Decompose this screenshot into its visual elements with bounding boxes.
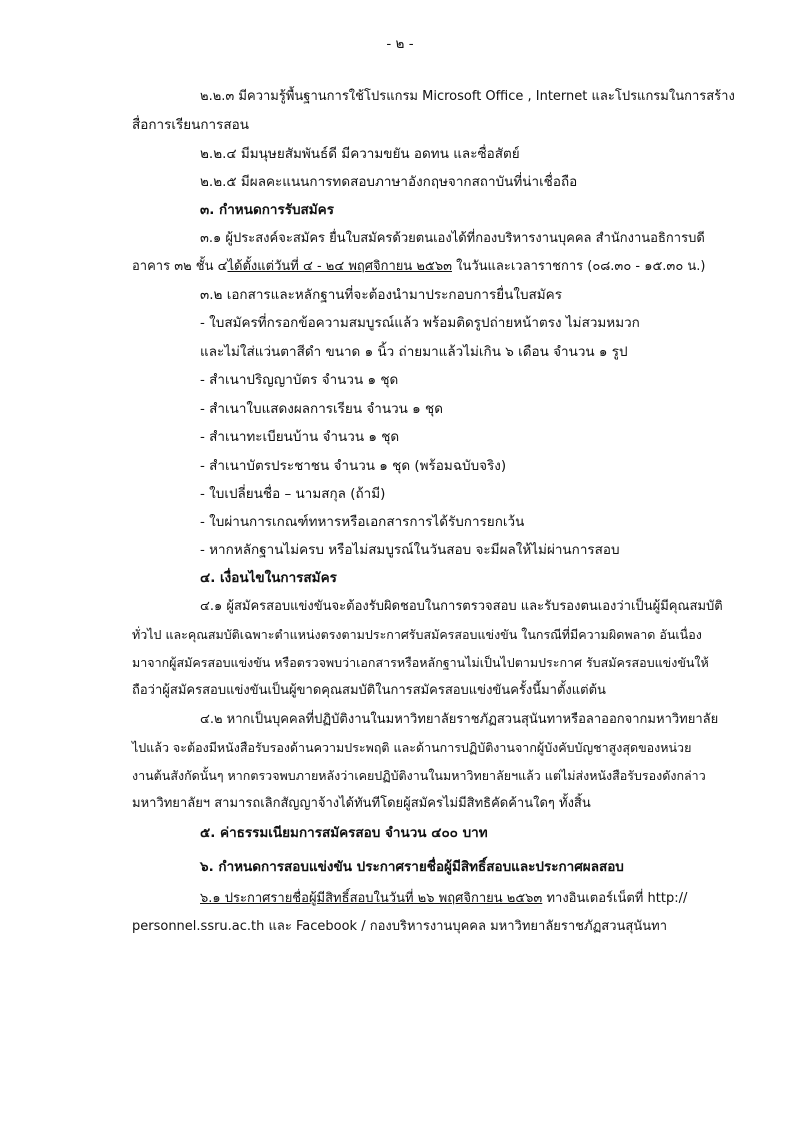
exam-list-date: ๖.๑ ประกาศรายชื่อผู้มีสิทธิ์สอบในวันที่ ๒๖ พฤศจิกายน ๒๕๖๓ (200, 891, 543, 906)
section-4-heading: ๔. เงื่อนไขในการสมัคร (200, 570, 337, 586)
section-5-heading: ๕. ค่าธรรมเนียมการสมัครสอบ จำนวน ๔๐๐ บาท (200, 825, 488, 841)
item-3-2: ๓.๒ เอกสารและหลักฐานที่จะต้องนำมาประกอบการยื่นใบสมัคร (200, 287, 562, 303)
item-4-1: ๔.๑ ผู้สมัครสอบแข่งขันจะต้องรับผิดชอบในการตรวจสอบ และรับรองตนเองว่าเป็นผู้มีคุณสมบัติ (200, 599, 723, 614)
item-4-1-line2: ทั่วไป และคุณสมบัติเฉพาะตำแหน่งตรงตามประกาศรับสมัครสอบแข่งขัน ในกรณีที่มีความผิดพลาด อันเนื่อง (132, 627, 702, 642)
item-4-2-line3: งานต้นสังกัดนั้นๆ หากตรวจพบภายหลังว่าเคยปฏิบัติงานในมหาวิทยาลัยฯแล้ว แต่ไม่ส่งหนังสือรับรองดังกล่าว (132, 768, 706, 783)
item-4-2-line4: มหาวิทยาลัยฯ สามารถเลิกสัญญาจ้างได้ทันทีโดยผู้สมัครไม่มีสิทธิคัดค้านใดๆ ทั้งสิ้น (132, 796, 591, 811)
item-4-2-line2: ไปแล้ว จะต้องมีหนังสือรับรองด้านความประพฤติ และด้านการปฏิบัติงานจากผู้บังคับบัญชาสูงสุดของหน่วย (132, 740, 692, 755)
doc-item-1-cont: และไม่ใส่แว่นตาสีดำ ขนาด ๑ นิ้ว ถ่ายมาแล้วไม่เกิน ๖ เดือน จำนวน ๑ รูป (200, 344, 628, 360)
section-6-heading: ๖. กำหนดการสอบแข่งขัน ประกาศรายชื่อผู้มีสิทธิ์สอบและประกาศผลสอบ (200, 859, 624, 875)
section-3-heading: ๓. กำหนดการรับสมัคร (200, 202, 334, 218)
item-2-2-5: ๒.๒.๕ มีผลคะแนนการทดสอบภาษาอังกฤษจากสถาบันที่น่าเชื่อถือ (200, 174, 578, 190)
item-6-1 (200, 890, 687, 908)
item-6-1-cont: personnel.ssru.ac.th และ Facebook / กองบริหารงานบุคคล มหาวิทยาลัยราชภัฏสวนสุนันทา (132, 919, 668, 934)
item-3-1-cont (132, 258, 705, 276)
item-2-2-3-cont: สื่อการเรียนการสอน (132, 117, 249, 133)
doc-item-5: - สำเนาบัตรประชาชน จำนวน ๑ ชุด (พร้อมฉบับจริง) (200, 458, 507, 474)
item-4-2: ๔.๒ หากเป็นบุคคลที่ปฏิบัติงานในมหาวิทยาลัยราชภัฏสวนสุนันทาหรือลาออกจากมหาวิทยาลัย (200, 712, 719, 727)
item-2-2-3: ๒.๒.๓ มีความรู้พื้นฐานการใช้โปรแกรม Microsoft Office , Internet และโปรแกรมในการสร้าง (200, 89, 735, 104)
item-2-2-4: ๒.๒.๔ มีมนุษยสัมพันธ์ดี มีความขยัน อดทน และซื่อสัตย์ (200, 146, 520, 162)
item-4-1-line3: มาจากผู้สมัครสอบแข่งขัน หรือตรวจพบว่าเอกสารหรือหลักฐานไม่เป็นไปตามประกาศ รับสมัครสอบแข่งขันให้ (132, 655, 709, 670)
doc-item-8: - หากหลักฐานไม่ครบ หรือไม่สมบูรณ์ในวันสอบ จะมีผลให้ไม่ผ่านการสอบ (200, 542, 620, 558)
item-4-1-line4: ถือว่าผู้สมัครสอบแข่งขันเป็นผู้ขาดคุณสมบัติในการสมัครสอบแข่งขันครั้งนี้มาตั้งแต่ต้น (132, 683, 606, 698)
website-prefix: ทางอินเตอร์เน็ตที่ http:// (542, 891, 688, 906)
building-text: อาคาร ๓๒ ชั้น ๔ (132, 259, 228, 274)
doc-item-7: - ใบผ่านการเกณฑ์ทหารหรือเอกสารการได้รับการยกเว้น (200, 514, 525, 530)
office-hours: ในวันและเวลาราชการ (๐๘.๓๐ - ๑๕.๓๐ น.) (451, 259, 706, 274)
doc-item-6: - ใบเปลี่ยนชื่อ – นามสกุล (ถ้ามี) (200, 486, 386, 502)
application-dates: ได้ตั้งแต่วันที่ ๔ - ๒๔ พฤศจิกายน ๒๕๖๓ (227, 259, 452, 274)
doc-item-1: - ใบสมัครที่กรอกข้อความสมบูรณ์แล้ว พร้อมติดรูปถ่ายหน้าตรง ไม่สวมหมวก (200, 315, 640, 331)
doc-item-3: - สำเนาใบแสดงผลการเรียน จำนวน ๑ ชุด (200, 401, 443, 417)
doc-item-2: - สำเนาปริญญาบัตร จำนวน ๑ ชุด (200, 372, 399, 388)
page-number: - ๒ - (386, 36, 414, 52)
item-3-1: ๓.๑ ผู้ประสงค์จะสมัคร ยื่นใบสมัครด้วยตนเองได้ที่กองบริหารงานบุคคล สำนักงานอธิการบดี (200, 231, 705, 246)
doc-item-4: - สำเนาทะเบียนบ้าน จำนวน ๑ ชุด (200, 429, 400, 445)
